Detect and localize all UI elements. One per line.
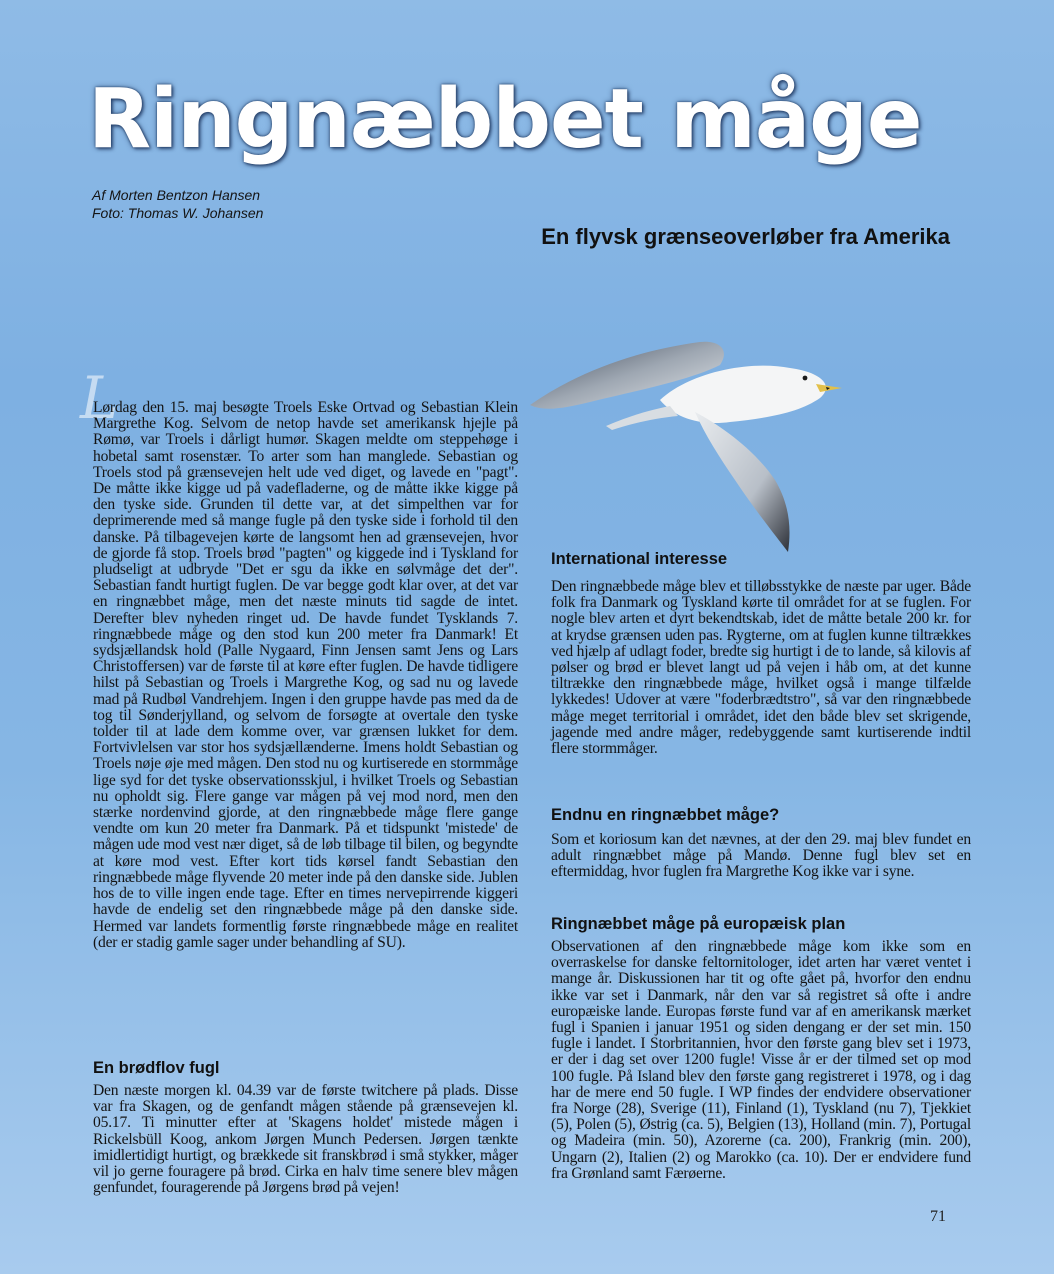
article-title: Ringnæbbet måge: [88, 72, 922, 167]
heading-international: International interesse: [551, 550, 728, 568]
left-column-intro: [93, 400, 518, 951]
heading-brodflov: En brødflov fugl: [93, 1059, 220, 1077]
page-number: 71: [930, 1208, 946, 1225]
ring-billed-gull-photo: [520, 330, 870, 560]
international-paragraph: Den ringnæbbede måge blev et tilløbsstykke de næste par uger. Både folk fra Danmark og Tyskland kørte til området for at se fuglen. For nogle blev arten et dyrt bekendtskab, idet de måtte betale 200 kr. for at krydse grænsen uden pas. Rygterne, om at fuglen kunne tiltrækkes ved hjælp af udlagt foder, bredte sig hurtigt i de to lande, så kilovis af pølser og brød er blevet langt ud på vejen i håb om, at det kunne tiltrække den ringnæbbede måge, hvilket også i mange tilfælde lykkedes! Udover at være "foderbrædtstro", så var den ringnæbbede måge meget territorial i området, idet den både blev set skrigende, jagende med andre måger, redebyggende samt kurtiserende indtil flere stormmåger.: [551, 578, 971, 758]
europa-text-block: [551, 939, 971, 1182]
brodflov-text-block: [93, 1083, 518, 1196]
heading-endnu: Endnu en ringnæbbet måge?: [551, 806, 780, 824]
intro-paragraph: Lørdag den 15. maj besøgte Troels Eske Ortvad og Sebastian Klein Margrethe Kog. Selvom de netop havde set amerikansk hjejle på Rømø, var Troels i dårligt humør. Skagen meldte om steppehøge i hobetal samt rosenstær. To arter som han manglede. Sebastian og Troels stod på grænsevejen helt ude ved diget, og lavede en "pagt". De måtte ikke kigge ud på vadefladerne, og de måtte ikke kigge på den tyske side. Grunden til dette var, at det simpelthen var for deprimerende med så mange fugle på den tyske side i forhold til den danske. På tilbagevejen kørte de langsomt hen ad grænsevejen, hvor de gjorde få stop. Troels brød "pagten" og kiggede ind i Tyskland for pludseligt at udbryde "Det er sgu da ikke en sølvmåge det der". Sebastian fandt hurtigt fuglen. De var begge godt klar over, at det var en ringnæbbet måge, men det næste minuts tid sagde de intet. Derefter blev nyheden ringet ud. De havde fundet Tysklands 7. ringnæbbede måge og den stod kun 200 meter fra Danmark! Et sydsjællandsk hold (Palle Nygaard, Finn Jensen samt Jens og Lars Christoffersen) var de første til at køre efter fuglen. De havde tidligere hilst på Sebastian og Troels i Margrethe Kog, og sad nu og lavede mad på Rudbøl Vandrehjem. Ingen i den gruppe havde pas med da de tog til Sønderjylland, og selvom de forsøgte at overtale den tyske tolder til at lade dem komme over, var grænsen lukket for dem. Fortvivlelsen var stor hos sydsjællænderne. Imens holdt Sebastian og Troels nøje øje med mågen. Den stod nu og kurtiserede en stormmåge lige syd for det tyske observationsskjul, i hvilket Troels og Sebastian nu opholdt sig. Flere gange var mågen på vej mod nord, men den stærke nordenvind gjorde, at den ringnæbbede måge flere gange vendte om kun 20 meter fra Danmark. På et tidspunkt 'mistede' de mågen ude mod vest nær diget, så de løb tilbage til bilen, og begyndte at køre mod vest. Efter kort tids kørsel fandt Sebastian den ringnæbbede måge flyvende 20 meter inde på den danske side. Jublen hos de to ville ingen ende tage. Efter en times nervepirrende kiggeri havde de endelig set den ringnæbbede måge på den danske side. Hermed var landets formentlig første ringnæbbede måge en realitet (der er stadig gamle sager under behandling af SU).: [93, 399, 518, 951]
author-credit: Af Morten Bentzon Hansen: [92, 187, 261, 203]
endnu-paragraph: Som et koriosum kan det nævnes, at der den 29. maj blev fundet en adult ringnæbbet måge på Mandø. Denne fugl blev set en eftermiddag, hvor fuglen fra Margrethe Kog ikke var i syne.: [551, 831, 971, 881]
international-text-block: [551, 579, 971, 757]
photo-credit: Foto: Thomas W. Johansen: [92, 205, 264, 221]
byline: [92, 186, 263, 222]
article-subtitle: En flyvsk grænseoverløber fra Amerika: [541, 224, 950, 249]
endnu-text-block: [551, 832, 971, 881]
decorative-initial: L: [80, 364, 119, 432]
europa-paragraph: Observationen af den ringnæbbede måge kom ikke som en overraskelse for danske feltornitologer, idet arten har været ventet i mange år. Diskussionen har tit og ofte gået på, hvorfor den endnu ikke var set i Danmark, når den var så registret så ofte i andre europæiske lande. Europas første fund var af en amerikansk mærket fugl i Spanien i januar 1951 og siden dengang er der set min. 150 fugle i landet. I Storbritannien, hvor den første gang blev set i 1973, er der i dag set over 1200 fugle! Visse år er der tilmed set op mod 100 fugle. På Island blev den første gang registreret i 1978, og i dag har de mere end 50 fugle. I WP findes der endvidere observationer fra Norge (28), Sverige (11), Finland (1), Tyskland (nu 7), Tjekkiet (5), Polen (5), Østrig (ca. 5), Belgien (13), Holland (min. 7), Portugal og Madeira (min. 50), Azorerne (ca. 200), Frankrig (min. 200), Ungarn (2), Italien (2) og Marokko (ca. 10). Der er endvidere fund fra Grønland samt Færøerne.: [551, 938, 971, 1182]
brodflov-paragraph: Den næste morgen kl. 04.39 var de første twitchere på plads. Disse var fra Skagen, og de genfandt mågen stående på grænsevejen kl. 05.17. Ti minutter efter at 'Skagens holdet' mistede mågen i Rickelsbüll Koog, ankom Jørgen Munch Pedersen. Jørgen tænkte imidlertidigt hurtigt, og brækkede sit franskbrød i små stykker, måger vil jo gerne fouragere på brød. Cirka en halv time senere blev mågen genfundet, fouragerende på Jørgens brød på vejen!: [93, 1082, 518, 1197]
heading-europa: Ringnæbbet måge på europæisk plan: [551, 915, 846, 933]
